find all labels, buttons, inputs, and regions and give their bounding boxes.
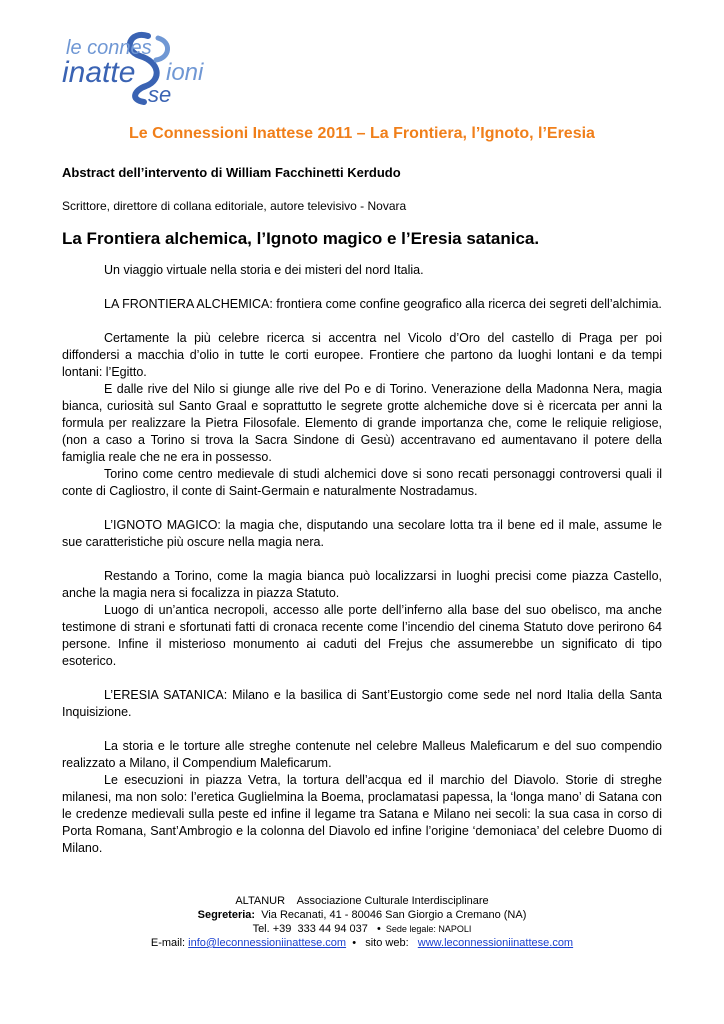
paragraph: Un viaggio virtuale nella storia e dei misteri del nord Italia. bbox=[104, 263, 424, 277]
body-text bbox=[62, 262, 662, 857]
talk-title: La Frontiera alchemica, l’Ignoto magico e l’Eresia satanica. bbox=[62, 229, 540, 248]
email-link[interactable]: info@leconnessioniinattese.com bbox=[188, 937, 347, 949]
logo-mid: se bbox=[148, 82, 172, 107]
paragraph: Luogo di un’antica necropoli, accesso alle porte dell’inferno alla base del suo obelisco, ma anche testimone di strani e sfortunati fatti di cronaca recente come l’incendio del cinema Statuto dove perirono 64 persone. Infine il misterioso monumento ai caduti del Frejus che assumerebbe un significato di tipo esoterico. bbox=[62, 603, 662, 668]
author-description: Scrittore, direttore di collana editoriale, autore televisivo - Novara bbox=[62, 199, 407, 213]
logo-line2: inatte bbox=[62, 56, 136, 89]
footer-segreteria bbox=[0, 908, 724, 922]
website-link[interactable]: www.leconnessioniinattese.com bbox=[417, 937, 574, 949]
paragraph: LA FRONTIERA ALCHEMICA: frontiera come confine geografico alla ricerca dei segreti dell’alchimia. bbox=[104, 297, 662, 311]
footer bbox=[0, 894, 724, 950]
footer-org: ALTANUR Associazione Culturale Interdisciplinare bbox=[235, 895, 489, 907]
paragraph: L’ERESIA SATANICA: Milano e la basilica di Sant’Eustorgio come sede nel nord Italia della Santa Inquisizione. bbox=[62, 688, 662, 719]
event-heading: Le Connessioni Inattese 2011 – La Frontiera, l’Ignoto, l’Eresia bbox=[129, 125, 595, 142]
paragraph: L’IGNOTO MAGICO: la magia che, disputando una secolare lotta tra il bene ed il male, assume le sue caratteristiche più oscure nella magia nera. bbox=[62, 518, 662, 549]
s-swirl-logo-icon bbox=[60, 28, 230, 108]
abstract-line: Abstract dell’intervento di William Facchinetti Kerdudo bbox=[62, 165, 401, 180]
logo-line2b: ioni bbox=[166, 59, 204, 86]
paragraph: Torino come centro medievale di studi alchemici dove si sono recati personaggi controversi quali il conte di Cagliostro, il conte di Saint-Germain e naturalmente Nostradamus. bbox=[62, 467, 662, 498]
logo-line1: le connes bbox=[66, 37, 152, 59]
segreteria-label: Segreteria: bbox=[197, 909, 256, 921]
site-label: • sito web: bbox=[346, 937, 418, 949]
paragraph: Restando a Torino, come la magia bianca può localizzarsi in luoghi precisi come piazza Castello, anche la magia nera si focalizza in piazza Statuto. bbox=[62, 569, 662, 600]
segreteria-address: Via Recanati, 41 - 80046 San Giorgio a Cremano (NA) bbox=[255, 909, 527, 921]
paragraph: E dalle rive del Nilo si giunge alle rive del Po e di Torino. Venerazione della Madonna Nera, magia bianca, curiosità sul Santo Graal e soprattutto le segrete grotte alchemiche dove si è ricercata per anni la formula per realizzare la Pietra Filosofale. Elemento di grande importanza che, come le reliquie religiose, (non a caso a Torino si trova la Sacra Sindone di Gesù) accentravano ed aumentavano il potere della famiglia reale che ne era in possesso. bbox=[62, 382, 662, 464]
logo bbox=[60, 28, 230, 108]
footer-tel bbox=[0, 922, 724, 936]
sede-legale: Sede legale: NAPOLI bbox=[380, 924, 472, 934]
email-label: E-mail: bbox=[150, 937, 189, 949]
paragraph: Le esecuzioni in piazza Vetra, la tortura dell’acqua ed il marchio del Diavolo. Storie di streghe milanesi, ma non solo: l’eretica Guglielmina la Boema, proclamatasi papessa, la ‘longa mano’ di Satana con le credenze medievali sulla peste ed infine il legame tra Satana e Milano nei secoli: la sua casa in corso di Porta Romana, Sant’Ambrogio e la colonna del Diavolo ed infine l’origine ‘demoniaca’ del celebre Duomo di Milano. bbox=[62, 773, 662, 855]
paragraph: La storia e le torture alle streghe contenute nel celebre Malleus Maleficarum e del suo compendio realizzato a Milano, il Compendium Maleficarum. bbox=[62, 739, 662, 770]
tel-text: Tel. +39 333 44 94 037 • bbox=[252, 923, 381, 935]
paragraph: Certamente la più celebre ricerca si accentra nel Vicolo d’Oro del castello di Praga per poi diffondersi a macchia d’olio in tutte le corti europee. Frontiere che partono da luoghi lontani e da tempi lontani: l’Egitto. bbox=[62, 331, 662, 379]
footer-contacts bbox=[0, 936, 724, 950]
